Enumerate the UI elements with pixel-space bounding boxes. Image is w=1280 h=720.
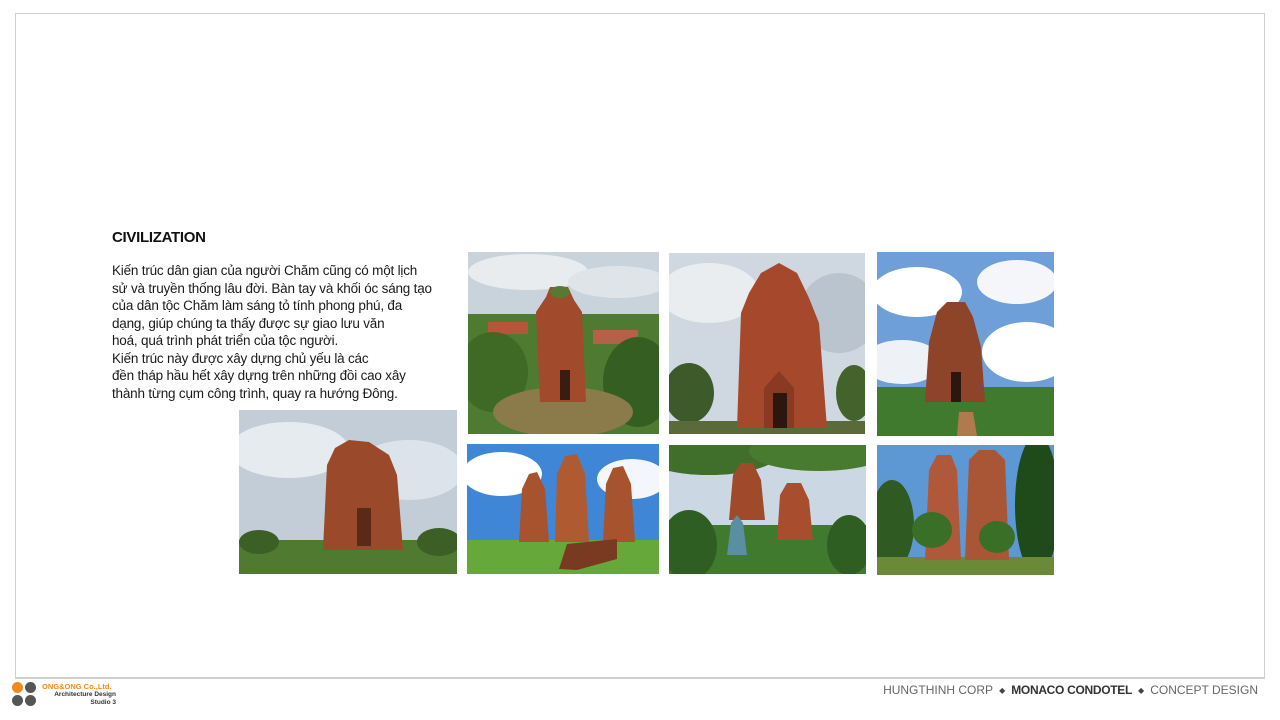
paragraph-line: đền tháp hầu hết xây dựng trên những đồi cao xây [112,368,406,383]
design-phase: CONCEPT DESIGN [1150,683,1258,697]
paragraph-line: hoá, quá trình phát triển của tộc người. [112,333,339,348]
photo-cham-towers-foliage [669,445,866,574]
paragraph-line: của dân tộc Chăm làm sáng tỏ tính phong phú, đa [112,298,403,313]
photo-cham-tower-hill [468,252,659,434]
footer-divider [15,678,1265,679]
paragraph-line: thành từng cụm công trình, quay ra hướng Đông. [112,385,398,401]
photo-cham-tower-sky [877,252,1054,436]
photo-cham-twin-towers [877,445,1054,575]
project-name: MONACO CONDOTEL [1011,683,1133,697]
photo-cham-tower-ruin [239,410,457,574]
section-paragraph [112,262,462,402]
company-subtitle: Architecture Design Studio 3 [54,691,116,706]
client-name: HUNGTHINH CORP [883,683,994,697]
paragraph-line: sử và truyền thống lâu đời. Bàn tay và khối óc sáng tạo [112,280,432,296]
diamond-separator-icon: ◆ [999,685,1006,695]
logo-mark-icon [12,682,40,708]
footer-project-info [883,682,1258,698]
company-name: ONG&ONG Co.,Ltd. [42,682,112,691]
photo-cham-tower-tall [669,253,865,434]
company-logo [12,682,132,708]
paragraph-line: Kiến trúc này được xây dựng chủ yếu là các [112,350,369,366]
photo-cham-three-towers [467,444,659,574]
paragraph-line: dạng, giúp chúng ta thấy được sự giao lưu văn [112,315,385,331]
diamond-separator-icon: ◆ [1138,685,1145,695]
section-title: CIVILIZATION [112,229,206,246]
paragraph-line: Kiến trúc dân gian của người Chăm cũng có một lịch [112,263,418,278]
